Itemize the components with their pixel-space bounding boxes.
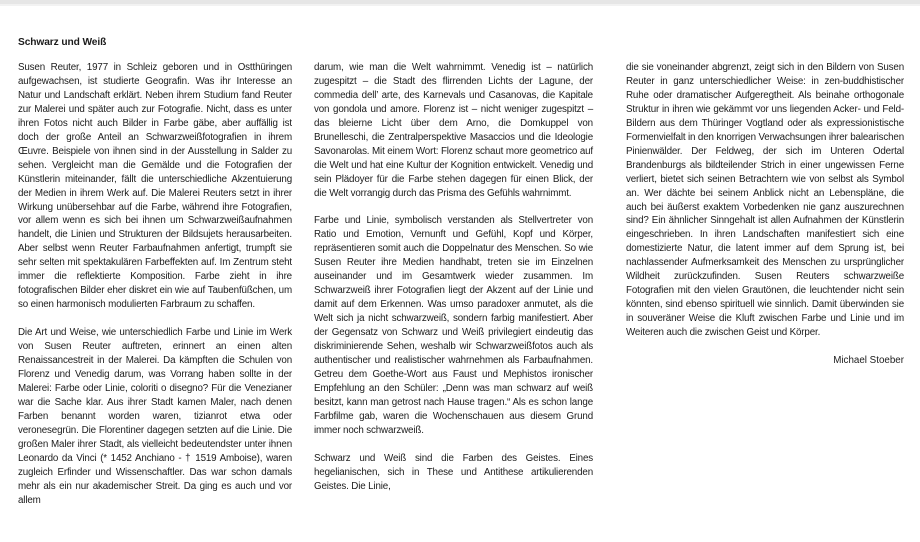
column-3-paragraph-1: die sie voneinander abgrenzt, zeigt sich in den Bildern von Susen Reuter in ganz unterschiedlicher Weise: in zen-buddhistischer Ruhe oder dramatischer Aufgeregtheit. Als beinahe orthogonale Struktur in ihren wie gekämmt vor uns liegenden Acker- und Feld-Bildern aus dem Thüringer Vogtland oder als expressionistische Formenvielfalt in den knorrigen Verwachsungen ihrer balearischen Pinienwälder. Der Feldweg, der sich im Unteren Odertal Brandenburgs als bildteilender Strich in einer ungewissen Ferne verliert, bietet sich seinen Betrachtern wie von selbst als Symbol an. Wer dächte bei seinem Anblick nicht an Lebenspläne, die auch bei äußerst exaktem Vorbedenken nie ganz auszurechnen sind? Ein ähnlicher Sinngehalt ist allen Aufnahmen der Künstlerin eingeschrieben. In ihren Landschaften manifestiert sich eine domestizierte Natur, die latent immer auf dem Sprung ist, bei nachlassender Aufmerksamkeit des Menschen zu ursprünglicher Wildheit zurückzufinden. Susen Reuters schwarzweiße Fotografien mit den vielen Grautönen, die leuchtender nicht sein könnten, sind ebenso spirituell wie sinnlich. Damit überwinden sie in souveräner Weise die Kluft zwischen Farbe und Linie und im Weiteren auch die zwischen Geist und Körper. [626,62,904,339]
text-column-2 [314,61,593,494]
author-signature: Michael Stoeber [833,355,904,366]
column-2-paragraph-3: Schwarz und Weiß sind die Farben des Geistes. Eines hegelianischen, sich in These und Antithese artikulierenden Geistes. Die Linie, [314,452,593,492]
column-1-paragraph-1: Susen Reuter, 1977 in Schleiz geboren und in Ostthüringen aufgewachsen, ist studierte Geografin. Was ihr Interesse an Natur und Landschaft erklärt. Neben ihrem Studium fand Reuter zur Malerei und später auch zur Fotografie. Nicht, dass es unter ihren Fotos nicht auch Bilder in Farbe gäbe, aber auffällig ist doch der große Anteil an Schwarzweißfotografien in ihrem Œuvre. Beispiele von ihnen sind in der Ausstellung in Salder zu sehen. Vergleicht man die Gemälde und die Fotografien der Künstlerin miteinander, fällt die unterschiedliche Akzentuierung der Medien in ihrem Werk auf. Die Malerei Reuters setzt in ihrer Wirkung unübersehbar auf die Farbe, während ihre Fotografien, vor allem wenn es sich bei ihnen um Schwarzweißaufnahmen handelt, die Linien und Strukturen der Bildsujets herausarbeiten. Aber selbst wenn Reuter Farbaufnahmen anfertigt, trumpft sie sehr selten mit spektakulären Farbeffekten auf. Im Zentrum steht immer die reflektierte Komposition. Farbe zieht in ihre fotografischen Bilder eher diskret ein wie auf Taubenfüßchen, um so einen harmonisch modulierten Farbraum zu schaffen. [18,62,292,311]
column-2-paragraph-1: darum, wie man die Welt wahrnimmt. Venedig ist – natürlich zugespitzt – die Stadt des flirrenden Lichts der Lagune, der commedia dell’ arte, des Karnevals und Casanovas, die Kapitale von gondola und amore. Florenz ist – nicht weniger zugespitzt – das bleierne Licht über dem Arno, die Domkuppel von Brunelleschi, die Zentralperspektive Masaccios und die Ideologie Savonarolas. Mit einem Wort: Florenz schaut more geometrico auf die Welt und hat eine Kultur der Kognition entwickelt. Venedig und sein Plädoyer für die Farbe stehen dagegen für einen Blick, der die Welt vorrangig durch das Prisma des Gefühls wahrnimmt. [314,62,593,199]
top-edge-shadow [0,4,920,6]
text-column-3 [626,61,904,340]
text-column-1 [18,61,292,507]
article-title: Schwarz und Weiß [18,37,107,48]
column-2-paragraph-2: Farbe und Linie, symbolisch verstanden als Stellvertreter von Ratio und Emotion, Vernunft und Gefühl, Kopf und Körper, repräsentieren somit auch die Doppelnatur des Menschen. So wie Susen Reuter ihre Medien handhabt, treten sie im Einzelnen auseinander und im Gesamtwerk wieder zusammen. Im Schwarzweiß ihrer Fotografien liegt der Akzent auf der Linie und damit auf dem Erkennen. Was umso paradoxer anmutet, als die Welt sich ja nicht schwarzweiß, sondern farbig manifestiert. Aber der Gegensatz von Schwarz und Weiß privilegiert eindeutig das diskriminierende Sehen, weshalb wir Schwarzweißfotos auch als authentischer und realistischer wahrnehmen als Farbaufnahmen. Getreu dem Goethe-Wort aus Faust und Mephistos ironischer Empfehlung an den Schüler: „Denn was man schwarz auf weiß besitzt, kann man getrost nach Hause tragen.“ Als es schon lange Farbfilme gab, waren die Wochenschauen aus diesem Grund immer noch schwarzweiß. [314,215,593,436]
column-1-paragraph-2: Die Art und Weise, wie unterschiedlich Farbe und Linie im Werk von Susen Reuter auftreten, erinnert an einen alten Renaissancestreit in der Malerei. Da kämpften die Schulen von Florenz und Venedig darum, was Vorrang haben sollte in der Malerei: Farbe oder Linie, coloriti o disegno? Für die Venezianer war die Sache klar. Aus ihrer Stadt kamen Maler, nach denen Farben benannt worden waren, tizianrot etwa oder veronesegrün. Die Florentiner dagegen setzten auf die Linie. Die großen Maler ihrer Stadt, als vielleicht bedeutendster unter ihnen Leonardo da Vinci (* 1452 Anchiano - † 1519 Amboise), waren zugleich Erfinder und Wissenschaftler. Das war schon damals mehr als ein nur akademischer Streit. Da ging es auch und vor allem [18,327,292,506]
